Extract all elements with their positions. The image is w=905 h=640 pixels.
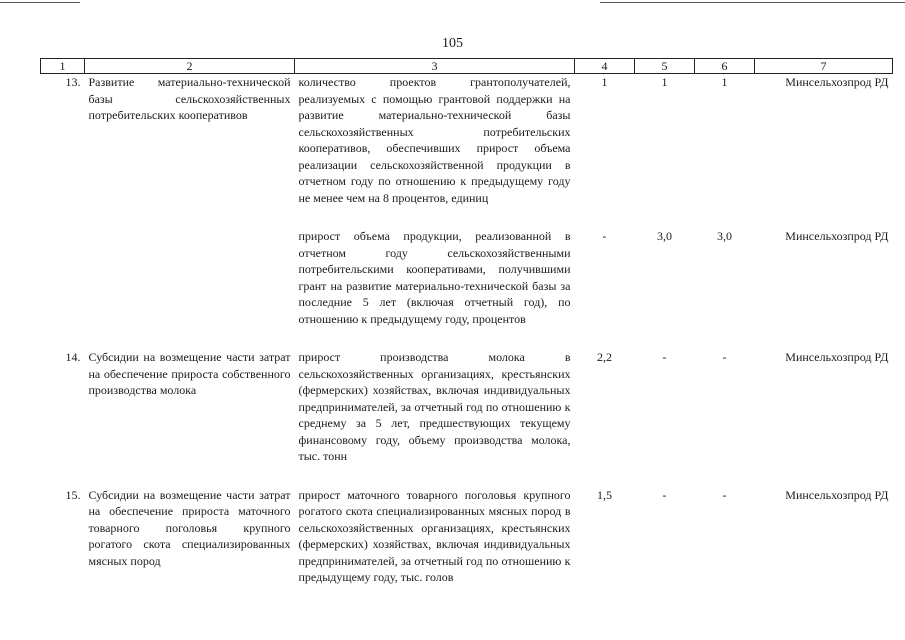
value-col4: 1,5 — [597, 487, 612, 502]
value-col6: 3,0 — [717, 229, 732, 243]
value-col6: 1 — [721, 75, 728, 89]
responsible-body: Минсельхозпрод РД — [785, 487, 889, 502]
responsible-body: Минсельхозпрод РД — [785, 75, 889, 89]
row-spacer — [41, 465, 893, 487]
indicators-table — [40, 58, 893, 586]
table-row — [41, 349, 893, 465]
column-header: 2 — [85, 59, 295, 74]
table-row — [41, 228, 893, 327]
row-spacer — [41, 206, 893, 228]
top-edge-line-left — [0, 2, 80, 3]
row-number: 14. — [65, 350, 81, 364]
value-col5: 1 — [661, 75, 668, 89]
value-col5: - — [662, 487, 667, 502]
page-number: 105 — [442, 36, 463, 51]
indicator-text: прирост объема продукции, реализованной в отчетном году сельскохозяйственными потребительскими кооперативами, получившими грант на развитие материально-технической базы за последние 5 лет (включая отчетный год), по отношению к предыдущему году, процентов — [298, 229, 571, 326]
measure-name: Развитие материально-технической базы сельскохозяйственных потребительских кооперативов — [88, 75, 291, 122]
responsible-body: Минсельхозпрод РД — [785, 229, 889, 243]
row-spacer — [41, 327, 893, 349]
value-col4: 2,2 — [597, 350, 612, 364]
responsible-body: Минсельхозпрод РД — [785, 350, 889, 364]
column-header: 1 — [41, 59, 85, 74]
value-col4: - — [602, 229, 607, 243]
value-col5: 3,0 — [657, 229, 672, 243]
column-header: 5 — [635, 59, 695, 74]
value-col6: - — [722, 350, 727, 364]
header-row — [41, 59, 893, 74]
column-header: 7 — [755, 59, 893, 74]
row-number — [41, 228, 85, 327]
indicator-text: прирост маточного товарного поголовья крупного рогатого скота специализированных мясных пород в сельскохозяйственных организациях, крестьянских (фермерских) хозяйствах, включая индивидуальных предпринимателей, за отчетный год по отношению к предыдущему году, тыс. голов — [298, 487, 571, 584]
value-col6: - — [722, 487, 727, 502]
measure-name: Субсидии на возмещение части затрат на обеспечение прироста маточного товарного поголовья крупного рогатого скота специализированных мясных пород — [88, 487, 291, 568]
indicator-text: количество проектов грантополучателей, реализуемых с помощью грантовой поддержки на развитие материально-технической базы сельскохозяйственных потребительских кооперативов, обеспечивших прирост объема реализации сельскохозяйственной продукции в отчетном году по отношению к предыдущему году не менее чем на 8 процентов, единиц — [298, 75, 571, 205]
column-header: 6 — [695, 59, 755, 74]
indicator-text: прирост производства молока в сельскохозяйственных организациях, крестьянских (фермерских) хозяйствах, включая индивидуальных предпринимателей, за отчетный год по отношению к среднему за 5 лет, предшествующих текущему финансовому году, объему производства молока, тыс. тонн — [298, 350, 571, 463]
column-header: 3 — [295, 59, 575, 74]
table-row — [41, 74, 893, 207]
top-edge-line-right — [600, 2, 905, 3]
row-number: 13. — [65, 75, 81, 89]
row-number: 15. — [65, 487, 81, 502]
measure-name — [85, 228, 295, 327]
value-col5: - — [662, 350, 667, 364]
column-header: 4 — [575, 59, 635, 74]
value-col4: 1 — [601, 75, 608, 89]
measure-name: Субсидии на возмещение части затрат на обеспечение прироста собственного производства молока — [88, 350, 291, 397]
table-row — [41, 487, 893, 586]
